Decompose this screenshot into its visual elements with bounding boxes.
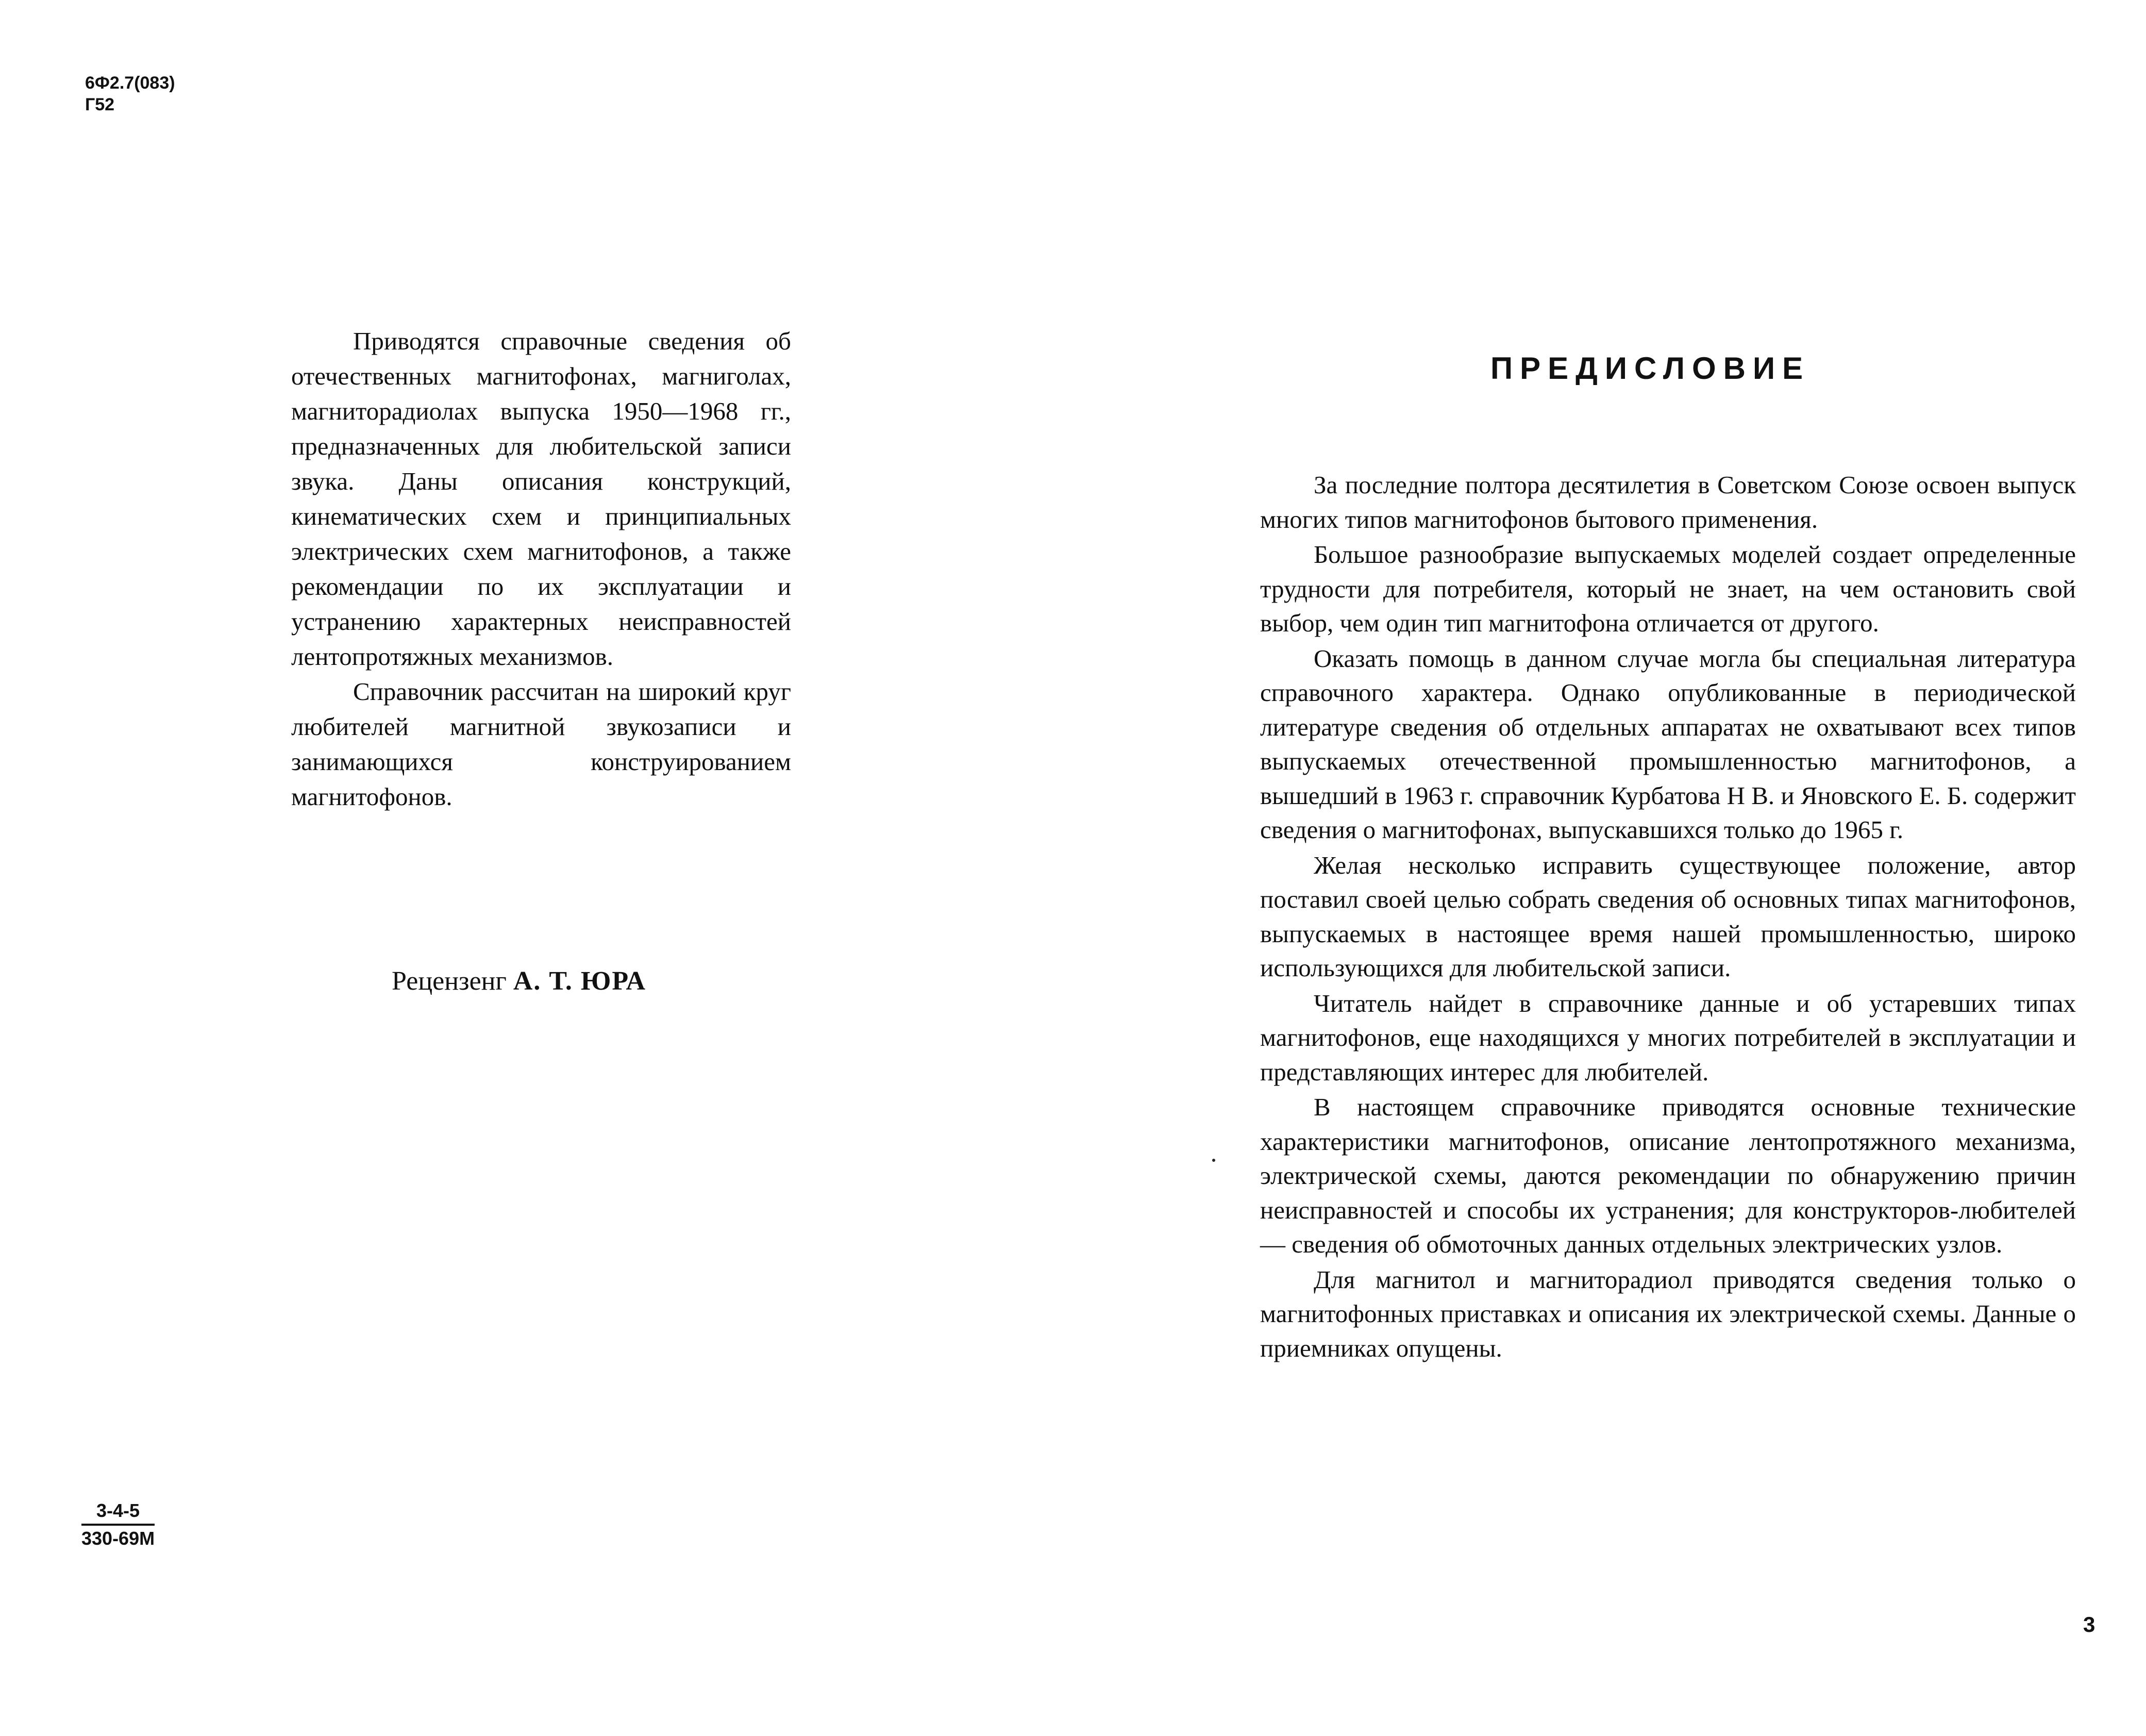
preface-paragraph: Оказать помощь в данном случае могла бы специальная литература справочного характера. Однако опубликованные в периодической литературе сведения об отдельных аппаратах не охватывают всех типов выпускаемых отечественной промышленностью магнитофонов, а вышедший в 1963 г. справочник Курбатова Н В. и Яновского Е. Б. содержит сведения о магнитофонах, выпускавшихся только до 1965 г. — [1260, 644, 2076, 844]
page-number: 3 — [2083, 1612, 2095, 1637]
page-title: ПРЕДИСЛОВИЕ — [1490, 351, 1810, 386]
reviewer-label: Рецензенг — [392, 966, 507, 996]
udc-index: 6Ф2.7(083) — [85, 73, 175, 93]
imprint-code-top: 3-4-5 — [81, 1499, 155, 1526]
preface-paragraph: Большое разнообразие выпускаемых моделей создает определенные трудности для потребителя, который не знает, на чем остановить свой выбор, чем один тип магнитофона отличается от другого. — [1260, 540, 2076, 637]
reviewer-name: А. Т. ЮРА — [513, 966, 647, 996]
imprint-codes — [81, 1499, 155, 1550]
author-mark: Г52 — [85, 95, 115, 114]
annotation-paragraph: Приводятся справочные сведения об отечественных магнитофонах, магниголах, магниторадиолах выпуска 1950—1968 гг., предназначенных для любительской записи звука. Даны описания конструкций, кинематических схем и принципиальных электрических схем магнитофонов, а также рекомендации по их эксплуатации и устранению характерных неисправностей лентопротяжных механизмов. — [291, 327, 791, 671]
udc-classification — [85, 72, 175, 115]
preface-paragraph: Читатель найдет в справочнике данные и об устаревших типах магнитофонов, еще находящихся у многих потребителей в эксплуатации и представляющих интерес для любителей. — [1260, 989, 2076, 1086]
preface-body — [1260, 468, 2076, 1366]
preface-paragraph: Желая несколько исправить существующее положение, автор поставил своей целью собрать сведения об основных типах магнитофонов, выпускаемых в настоящее время нашей промышленностью, широко использующихся для любительской записи. — [1260, 850, 2076, 982]
reviewer-line — [392, 964, 646, 999]
preface-paragraph: В настоящем справочнике приводятся основные технические характеристики магнитофонов, описание лентопротяжного механизма, электрической схемы, даются рекомендации по обнаружению причин неисправностей и способы их устранения; для конструкторов-любителей — сведения об обмоточных данных отдельных электрических узлов. — [1260, 1093, 2076, 1258]
imprint-code-bottom: 330-69М — [81, 1528, 155, 1549]
scan-speck — [1212, 1159, 1215, 1162]
right-page — [1073, 0, 2146, 1736]
annotation-paragraph: Справочник рассчитан на широкий круг любителей магнитной звукозаписи и занимающихся конструированием магнитофонов. — [291, 677, 791, 811]
preface-paragraph: За последние полтора десятилетия в Советском Союзе освоен выпуск многих типов магнитофонов бытового применения. — [1260, 471, 2076, 533]
annotation — [291, 324, 791, 814]
preface-paragraph: Для магнитол и магниторадиол приводятся сведения только о магнитофонных приставках и описания их электрической схемы. Данные о приемниках опущены. — [1260, 1265, 2076, 1362]
